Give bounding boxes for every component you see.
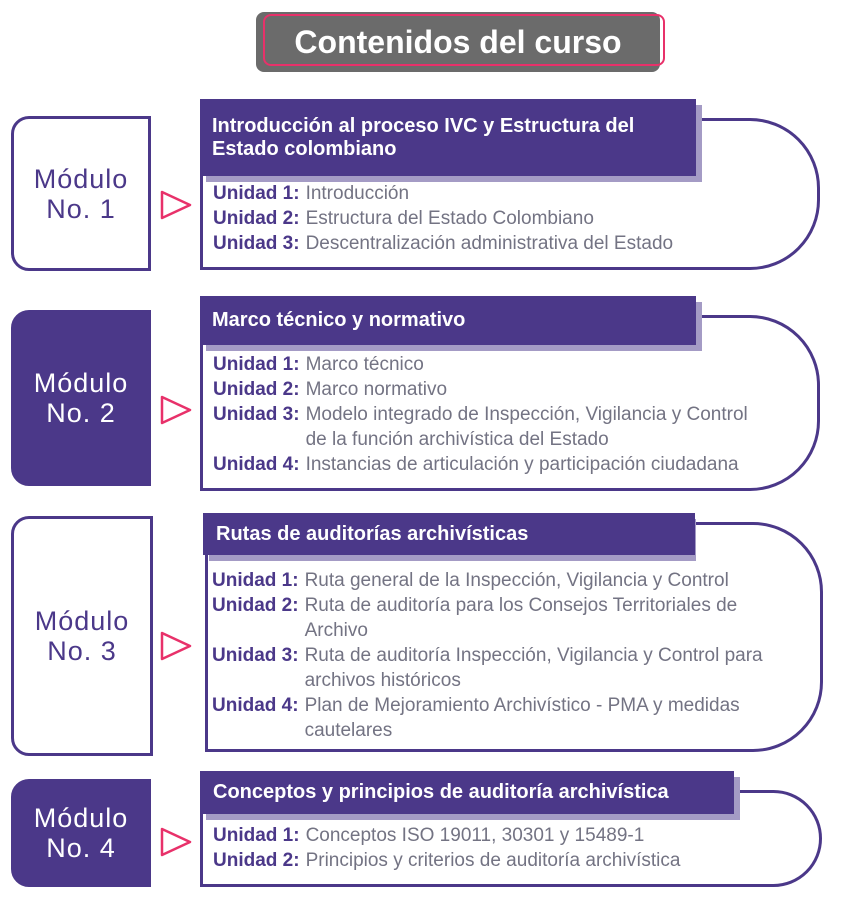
unit-item <box>213 402 748 452</box>
unit-title: Instancias de articulación y participación ciudadana <box>305 454 739 475</box>
unit-item <box>213 206 673 231</box>
unit-label: Unidad 3: <box>212 645 299 666</box>
unit-title <box>306 402 748 452</box>
unit-title-line: archivos históricos <box>304 670 461 691</box>
module-1-header: Introducción al proceso IVC y Estructura del Estado colombiano <box>200 99 696 176</box>
unit-item <box>212 643 763 693</box>
unit-item <box>212 593 763 643</box>
unit-item <box>213 848 680 873</box>
module-4-label-word: Módulo <box>33 803 129 833</box>
unit-item <box>213 181 673 206</box>
module-2-header: Marco técnico y normativo <box>200 296 696 345</box>
unit-label: Unidad 4: <box>213 454 300 475</box>
unit-title: Descentralización administrativa del Estado <box>305 233 674 254</box>
module-1-play-outline-triangle-icon <box>160 190 192 220</box>
unit-label: Unidad 2: <box>213 850 300 871</box>
unit-title-line: de la función archivística del Estado <box>305 429 609 450</box>
unit-title <box>305 593 738 643</box>
unit-item <box>212 568 763 593</box>
unit-title-line: Modelo integrado de Inspección, Vigilancia y Control <box>305 404 748 425</box>
unit-item <box>212 693 763 743</box>
unit-label: Unidad 4: <box>212 695 299 716</box>
module-2-label[interactable] <box>11 310 151 486</box>
unit-item <box>213 231 673 256</box>
module-1-units <box>213 181 673 256</box>
module-4-label[interactable] <box>11 779 151 887</box>
unit-title-line: Ruta de auditoría para los Consejos Territoriales de <box>304 595 738 616</box>
module-1-label-word: Módulo <box>33 163 129 194</box>
unit-label: Unidad 2: <box>212 595 299 616</box>
unit-title: Principios y criterios de auditoría archivística <box>305 850 681 871</box>
unit-title-line: Ruta de auditoría Inspección, Vigilancia y Control para <box>304 645 763 666</box>
module-3-label-word: Módulo <box>34 606 130 636</box>
page-title: Contenidos del curso <box>294 24 622 60</box>
module-3-units <box>212 568 763 743</box>
module-4-label-number: No. 4 <box>46 833 116 863</box>
module-3-play-outline-triangle-icon <box>160 631 192 661</box>
module-4-header: Conceptos y principios de auditoría archivística <box>200 771 734 814</box>
unit-title: Introducción <box>305 183 410 204</box>
unit-title: Ruta general de la Inspección, Vigilancia y Control <box>304 570 729 591</box>
unit-title-line: Plan de Mejoramiento Archivístico - PMA y medidas <box>304 695 740 716</box>
unit-title: Marco normativo <box>305 379 448 400</box>
unit-label: Unidad 3: <box>213 404 300 425</box>
module-4-play-outline-triangle-icon <box>160 827 192 857</box>
unit-title <box>305 693 740 743</box>
unit-title: Marco técnico <box>305 354 424 375</box>
module-3-label[interactable] <box>11 516 153 756</box>
unit-label: Unidad 1: <box>213 825 300 846</box>
unit-title: Conceptos ISO 19011, 30301 y 15489-1 <box>305 825 645 846</box>
unit-label: Unidad 2: <box>213 379 300 400</box>
course-title-banner <box>256 12 668 74</box>
module-2-play-outline-triangle-icon <box>160 395 192 425</box>
module-1-label-number: No. 1 <box>46 193 116 224</box>
module-2-units <box>213 352 748 477</box>
unit-title <box>305 643 763 693</box>
unit-label: Unidad 3: <box>213 233 300 254</box>
unit-label: Unidad 1: <box>213 354 300 375</box>
module-1-label[interactable] <box>11 116 151 271</box>
unit-label: Unidad 1: <box>212 570 299 591</box>
unit-title-line: Archivo <box>304 620 368 641</box>
unit-label: Unidad 1: <box>213 183 300 204</box>
module-3-label-number: No. 3 <box>47 636 117 666</box>
unit-title-line: cautelares <box>304 720 393 741</box>
unit-item <box>213 823 680 848</box>
module-2-label-word: Módulo <box>33 368 129 398</box>
module-4-units <box>213 823 680 873</box>
unit-item <box>213 377 748 402</box>
unit-label: Unidad 2: <box>213 208 300 229</box>
unit-title: Estructura del Estado Colombiano <box>305 208 594 229</box>
unit-item <box>213 352 748 377</box>
module-3-header: Rutas de auditorías archivísticas <box>203 513 695 555</box>
module-2-label-number: No. 2 <box>46 398 116 428</box>
unit-item <box>213 452 748 477</box>
